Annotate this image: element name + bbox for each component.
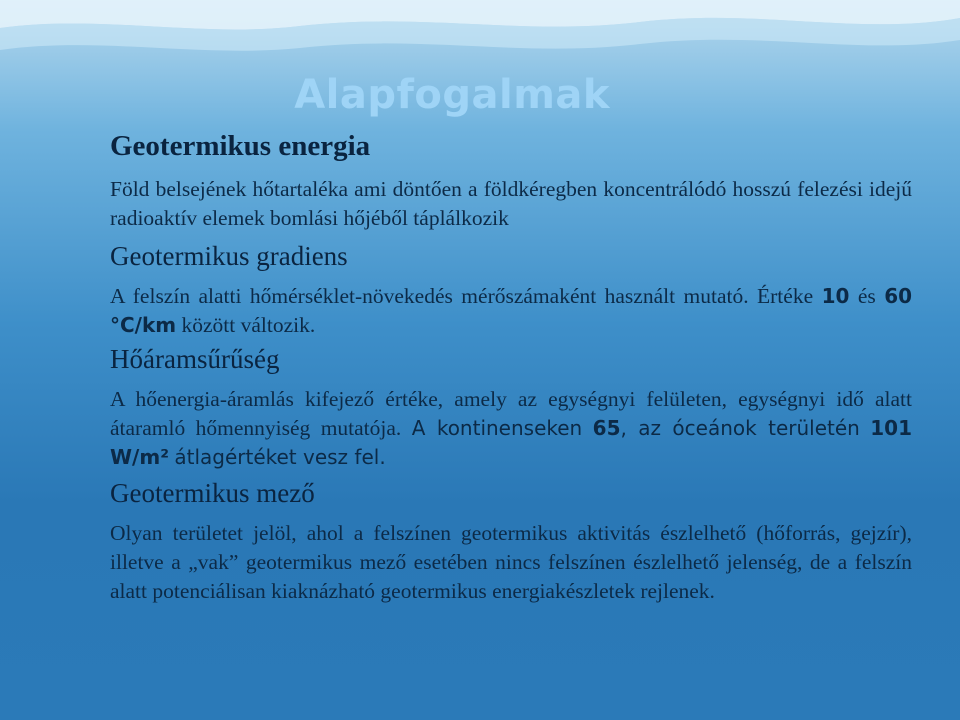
hoaram-oceanic-value: 101 W/m²	[110, 416, 913, 469]
heading-hoaramsuruseg: Hőáramsűrűség	[110, 344, 280, 374]
hoaram-text-c: , az óceánok területén	[620, 416, 860, 440]
definition-geotermikus-gradiens	[110, 282, 912, 340]
definition-geotermikus-mezo: Olyan területet jelöl, ahol a felszínen geotermikus aktivitás észlelhető (hőforrás, gejzír), illetve a „vak” geotermikus mező esetében nincs felszínen észlelhető jelenség, de a felszín alatt potenciálisan kiaknázható geotermikus energiakészletek rejlenek.	[110, 521, 912, 603]
hoaram-text-b: A kontinenseken	[411, 416, 583, 440]
heading-geotermikus-energia: Geotermikus energia	[110, 130, 371, 162]
hoaram-text-d: átlagértéket vesz fel.	[174, 445, 386, 469]
gradiens-text-b: és	[857, 284, 876, 308]
slide-content	[110, 130, 912, 606]
gradiens-text-c: között változik.	[181, 313, 316, 337]
heading-geotermikus-gradiens: Geotermikus gradiens	[110, 241, 348, 271]
gradiens-min-value: 10	[821, 284, 850, 308]
definition-geotermikus-energia: Föld belsejének hőtartaléka ami döntően a földkéregben koncentrálódó hosszú felezési idejű radioaktív elemek bomlási hőjéből táplálkozik	[110, 177, 912, 230]
slide-title: Alapfogalmak	[294, 72, 610, 118]
definition-hoaramsuruseg	[110, 385, 912, 472]
gradiens-max-value: 60 °C/km	[110, 284, 913, 337]
hoaram-text-a: A hőenergia-áramlás kifejező értéke, amely az egységnyi felületen, egységnyi idő alatt átaramló hőmennyiség mutatója.	[110, 387, 912, 440]
heading-geotermikus-mezo: Geotermikus mező	[110, 478, 315, 508]
hoaram-continental-value: 65	[592, 416, 621, 440]
gradiens-text-a: A felszín alatti hőmérséklet-növekedés mérőszámaként használt mutató. Értéke	[110, 284, 814, 308]
